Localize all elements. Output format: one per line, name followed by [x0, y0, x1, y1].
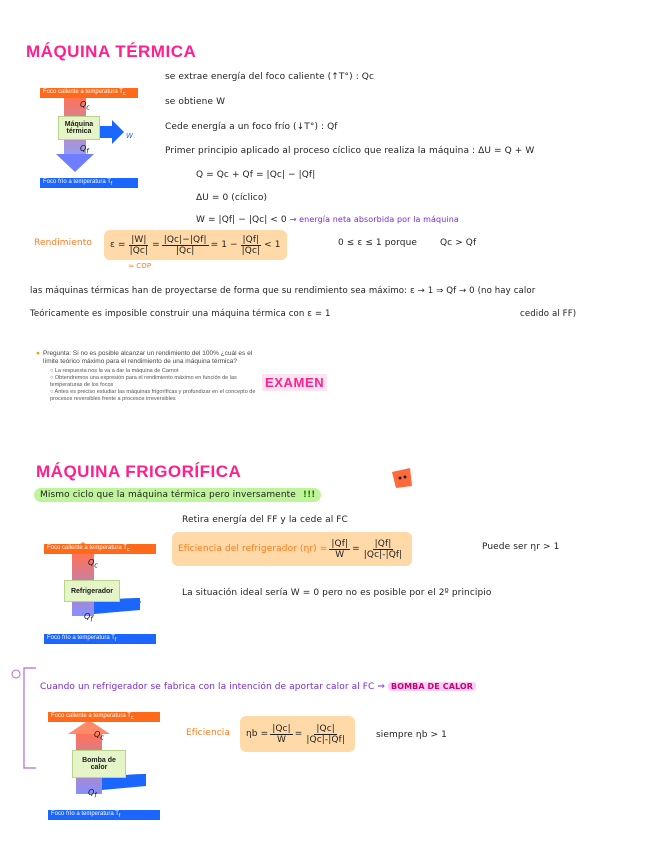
efficiency-label: Rendimiento [34, 238, 92, 248]
heat-engine-box: Máquina térmica [58, 116, 100, 140]
he-line-5: Q = Qc + Qf = |Qc| − |Qf| [196, 170, 316, 180]
question-bullet-2: ○ Obtendremos una expresión para el rendimiento máximo en función de las temperaturas de los focos [50, 375, 237, 388]
refrigerator-w-label: W [134, 600, 141, 608]
heat-engine-qf-label: $Q_f$ [80, 144, 89, 156]
he-line-2: se obtiene W [165, 97, 226, 107]
ideal-note: La situación ideal sería W = 0 pero no es posible por el 2º principio [182, 588, 492, 598]
design-line: las máquinas térmicas han de proyectarse de forma que su rendimiento sea máximo: ε → 1 ⇒ Qf → 0 (no hay calor [30, 286, 536, 296]
question-bullet-1: ○ La respuesta nos la va a dar la máquina de Carnot [50, 368, 179, 374]
question-block [36, 350, 268, 403]
refrigerator-qc-label: $Q_c$ [88, 558, 98, 570]
heat-pump-hot-reservoir: Foco caliente a temperatura $T_c$ [48, 712, 160, 722]
he-line-1: se extrae energía del foco caliente (↑T°) : Qc [165, 72, 375, 82]
heat-engine-w-label: W [126, 132, 133, 140]
heat-pump-name: BOMBA DE CALOR [388, 682, 476, 691]
refrigerator-qf-label: $Q_f$ [84, 612, 93, 624]
heat-engine-hot-reservoir: Foco caliente a temperatura $T_c$ [40, 88, 138, 98]
heat-pump-diagram [48, 706, 160, 824]
theory-right: cedido al FF) [520, 309, 577, 319]
sub-bullet-icon: ○ [50, 375, 55, 381]
theory-line: Teóricamente es imposible construir una máquina térmica con ε = 1 [30, 309, 331, 319]
bracket-icon [10, 666, 40, 772]
efficiency-range: 0 ≤ ε ≤ 1 porque [338, 238, 418, 248]
efficiency-formula: ε = $\frac{|W|}{|Qc|}$ = $\frac{|Qc|-|Qf|}{|Qc|}$ = 1 − $\frac{|Qf|}{|Qc|}$ < 1 [104, 230, 287, 260]
he-line-6: ΔU = 0 (cíclico) [196, 193, 268, 203]
heat-pump-box: Bomba de calor [72, 750, 126, 778]
always-note: siempre ηb > 1 [376, 730, 447, 740]
heat-engine-diagram [40, 88, 138, 192]
hp-eff-label: Eficiencia [186, 728, 231, 738]
question-bullet-3: ○ Antes es preciso estudiar las máquinas frigoríficas y profundizar en el concepto de procesos reversibles frente a procesos irreversibles [50, 389, 256, 402]
he-line-3: Cede energía a un foco frío (↓T°) : Qf [165, 122, 338, 132]
heat-pump-cold-reservoir: Foco frío a temperatura $T_f$ [48, 810, 160, 820]
exam-tag: EXAMEN [262, 374, 327, 391]
heat-pump-w-label: W [138, 776, 145, 784]
efficiency-cop: ≈ COP [128, 262, 152, 270]
refrigerator-cold-reservoir: Foco frío a temperatura $T_f$ [44, 634, 156, 644]
sticker-icon [390, 466, 414, 490]
he-line-4: Primer principio aplicado al proceso cíclico que realiza la máquina : ΔU = Q + W [165, 146, 535, 156]
retira-line: Retira energía del FF y la cede al FC [182, 515, 348, 525]
can-be-note: Puede ser ηr > 1 [482, 542, 560, 552]
refrigerator-hot-reservoir: Foco caliente a temperatura $T_c$ [44, 544, 156, 554]
refrigerator-diagram [44, 536, 156, 648]
sub-bullet-icon: ○ [50, 389, 55, 395]
heat-pump-efficiency: ηb = $\frac{|Qc|}{W}$ = $\frac{|Qc|}{|Qc|-|Qf|}$ [240, 716, 355, 752]
bullet-icon: ● [36, 350, 40, 357]
question-main: ● Pregunta: Si no es posible alcanzar un rendimiento del 100% ¿cuál es el límite teórico máximo para el rendimiento de una máquina térmica? [36, 350, 253, 365]
refrigerator-title: MÁQUINA FRIGORÍFICA [36, 462, 242, 481]
heat-engine-title: MÁQUINA TÉRMICA [26, 42, 197, 61]
sub-bullet-icon: ○ [50, 368, 55, 374]
heat-pump-line: Cuando un refrigerador se fabrica con la intención de aportar calor al FC ⇒ BOMBA DE CALOR [40, 682, 476, 692]
heat-engine-cold-reservoir: Foco frío a temperatura $T_f$ [40, 178, 138, 188]
heat-engine-qc-label: $Q_c$ [80, 100, 90, 112]
refrigerator-box: Refrigerador [64, 580, 120, 602]
refrigerator-efficiency: Eficiencia del refrigerador (ηr) = $\frac{|Qf|}{W}$ = $\frac{|Qf|}{|Qc|-|Qf|}$ [172, 532, 412, 566]
he-work-line: W = |Qf| − |Qc| < 0 → energía neta absorbida por la máquina [196, 215, 459, 225]
heat-pump-qc-label: $Q_c$ [94, 730, 104, 742]
he-work-note: → energía neta absorbida por la máquina [289, 215, 459, 224]
heat-pump-qf-label: $Q_f$ [88, 788, 97, 800]
efficiency-range-cond: Qc > Qf [440, 238, 477, 248]
same-cycle-note: Mismo ciclo que la máquina térmica pero inversamente !!! [34, 488, 321, 502]
heat-engine-down-arrow [56, 154, 94, 172]
